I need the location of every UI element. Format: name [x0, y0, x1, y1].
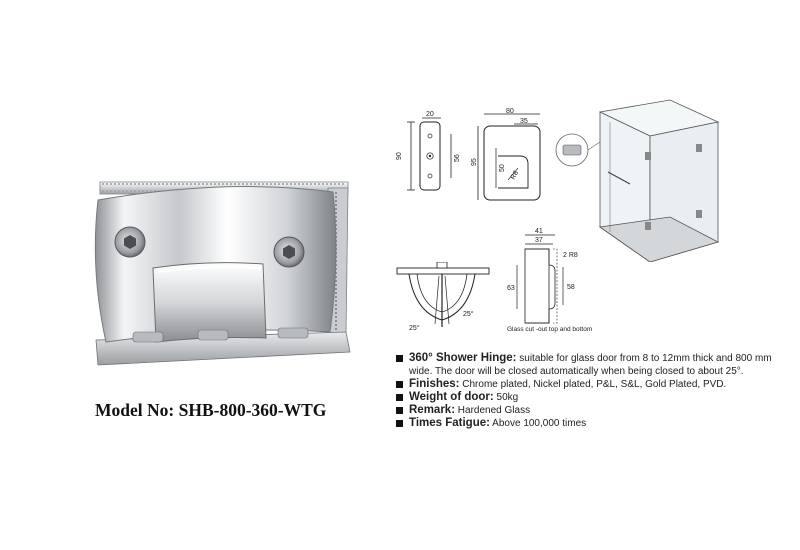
spec-text: Hardened Glass — [455, 405, 531, 416]
cutout-caption: Glass cut -out top and bottom — [507, 326, 593, 333]
model-number-label: Model No: SHB-800-360-WTG — [95, 400, 327, 420]
spec-label: Finishes: — [409, 378, 460, 390]
cutout-right-dim: 58 — [567, 284, 575, 291]
front-radius-dim: R8 — [509, 169, 521, 181]
spec-label: Remark: — [409, 404, 456, 416]
spec-text: Chrome plated, Nickel plated, P&L, S&L, Gold Plated, PVD. — [459, 379, 727, 390]
bullet-icon — [396, 394, 403, 401]
spec-item-fatigue — [395, 417, 775, 430]
front-width-dim: 80 — [506, 108, 514, 115]
bullet-icon — [396, 381, 403, 388]
bullet-icon — [396, 355, 403, 362]
bullet-icon — [396, 407, 403, 414]
side-height-dim: 90 — [396, 152, 403, 160]
front-height-dim: 95 — [471, 158, 478, 166]
front-view-drawing — [470, 108, 555, 208]
spec-item-finishes — [395, 378, 775, 391]
side-view-drawing — [395, 108, 475, 208]
front-inner-height-dim: 50 — [499, 164, 506, 172]
front-inner-width-dim: 35 — [520, 118, 528, 125]
rotation-left-angle: 25° — [409, 325, 420, 332]
spec-item-hinge — [395, 352, 775, 378]
cutout-top1-dim: 41 — [535, 228, 543, 235]
spec-item-weight — [395, 391, 775, 404]
spec-label: Times Fatigue: — [409, 417, 490, 429]
cutout-left-dim: 63 — [507, 285, 515, 292]
glass-cutout-drawing — [505, 225, 625, 335]
rotation-right-angle: 25° — [463, 311, 474, 318]
side-inner-dim: 56 — [454, 154, 461, 162]
spec-text: Above 100,000 times — [489, 418, 587, 429]
cutout-top2-dim: 37 — [535, 237, 543, 244]
side-width-dim: 20 — [426, 111, 434, 118]
spec-text: suitable for glass door from 8 to 12mm thick and 800 mm wide. The door will be closed automatically when being closed to about 25°. — [409, 353, 772, 377]
cutout-radius-dim: 2 R8 — [563, 252, 578, 259]
hinge-product-image — [78, 160, 368, 375]
rotation-diagram — [395, 262, 495, 337]
bullet-icon — [396, 420, 403, 427]
spec-label: Weight of door: — [409, 391, 494, 403]
specifications-list — [395, 352, 775, 430]
spec-item-remark — [395, 404, 775, 417]
spec-text: 50kg — [493, 392, 519, 403]
spec-label: 360° Shower Hinge: — [409, 352, 517, 364]
